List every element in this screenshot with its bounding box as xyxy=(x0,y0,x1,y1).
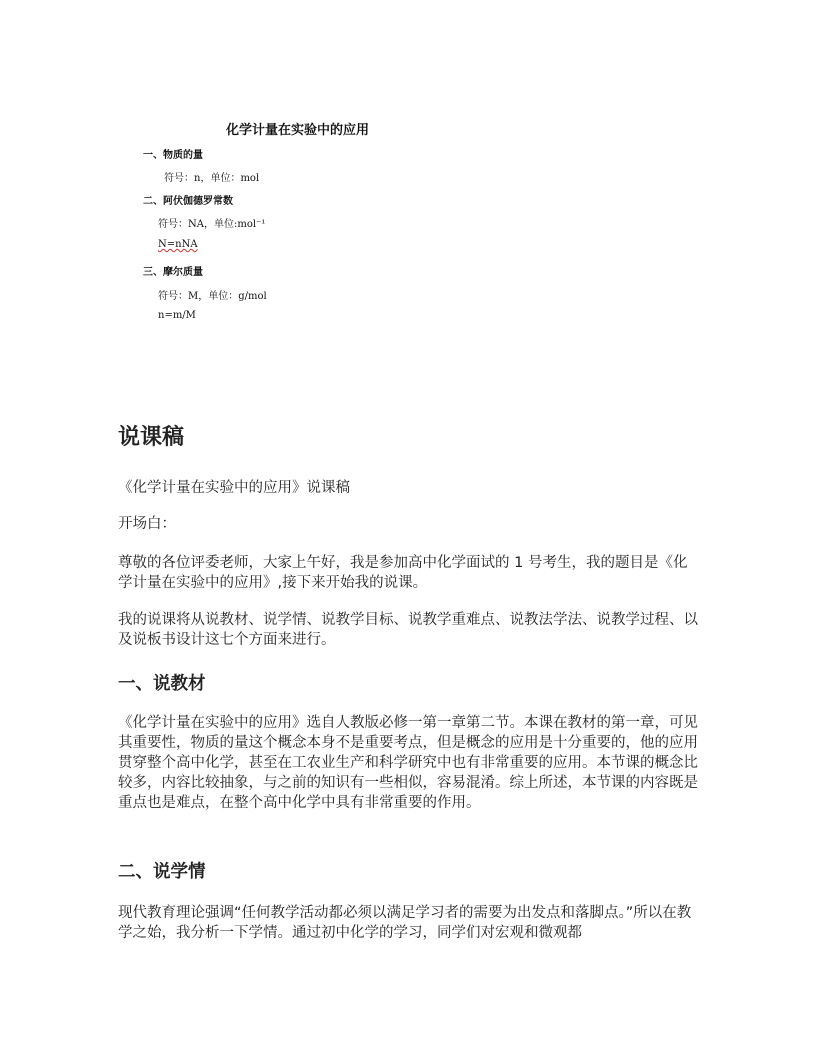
section-2-heading: 二、说学情 xyxy=(118,862,206,882)
opening-paragraph-1: 尊敬的各位评委老师，大家上午好，我是参加高中化学面试的 1 号考生，我的题目是《化学计量在实验中的应用》,接下来开始我的说课。 xyxy=(118,555,688,591)
opening-label: 开场白： xyxy=(118,516,176,532)
section-1-heading: 一、说教材 xyxy=(118,674,206,694)
board-section-2-item-1: 符号：NA，单位:mol⁻¹ xyxy=(158,219,266,230)
blackboard-design-image xyxy=(0,0,816,340)
opening-paragraph-2: 我的说课将从说教材、说学情、说教学目标、说教学重难点、说教法学法、说教学过程、以及说板书设计这七个方面来进行。 xyxy=(118,612,698,648)
board-section-2-heading: 二、阿伏伽德罗常数 xyxy=(143,196,233,207)
section-2-paragraph: 现代教育理论强调“任何教学活动都必须以满足学习者的需要为出发点和落脚点。”所以在教学之始，我分析一下学情。通过初中化学的学习，同学们对宏观和微观都 xyxy=(118,905,692,941)
board-title: 化学计量在实验中的应用 xyxy=(226,123,370,138)
section-1-paragraph: 《化学计量在实验中的应用》选自人教版必修一第一章第二节。本课在教材的第一章，可见其重要性，物质的量这个概念本身不是重要考点，但是概念的应用是十分重要的，他的应用贯穿整个高中化学，甚至在工农业生产和科学研究中也有非常重要的应用。本节课的概念比较多，内容比较抽象，与之前的知识有一些相似，容易混淆。综上所述，本节课的内容既是重点也是难点，在整个高中化学中具有非常重要的作用。 xyxy=(118,715,698,811)
board-section-3-item-1: 符号：M，单位：g/mol xyxy=(158,291,267,302)
document-subtitle: 《化学计量在实验中的应用》说课稿 xyxy=(118,480,350,496)
board-section-2-item-2: N=nNA xyxy=(158,239,198,250)
board-section-3-heading: 三、摩尔质量 xyxy=(143,267,203,278)
board-section-1-item: 符号：n，单位：mol xyxy=(164,173,260,184)
document-title: 说课稿 xyxy=(118,425,185,450)
board-section-3-item-2: n=m/M xyxy=(158,310,196,321)
board-section-1-heading: 一、物质的量 xyxy=(143,150,203,161)
